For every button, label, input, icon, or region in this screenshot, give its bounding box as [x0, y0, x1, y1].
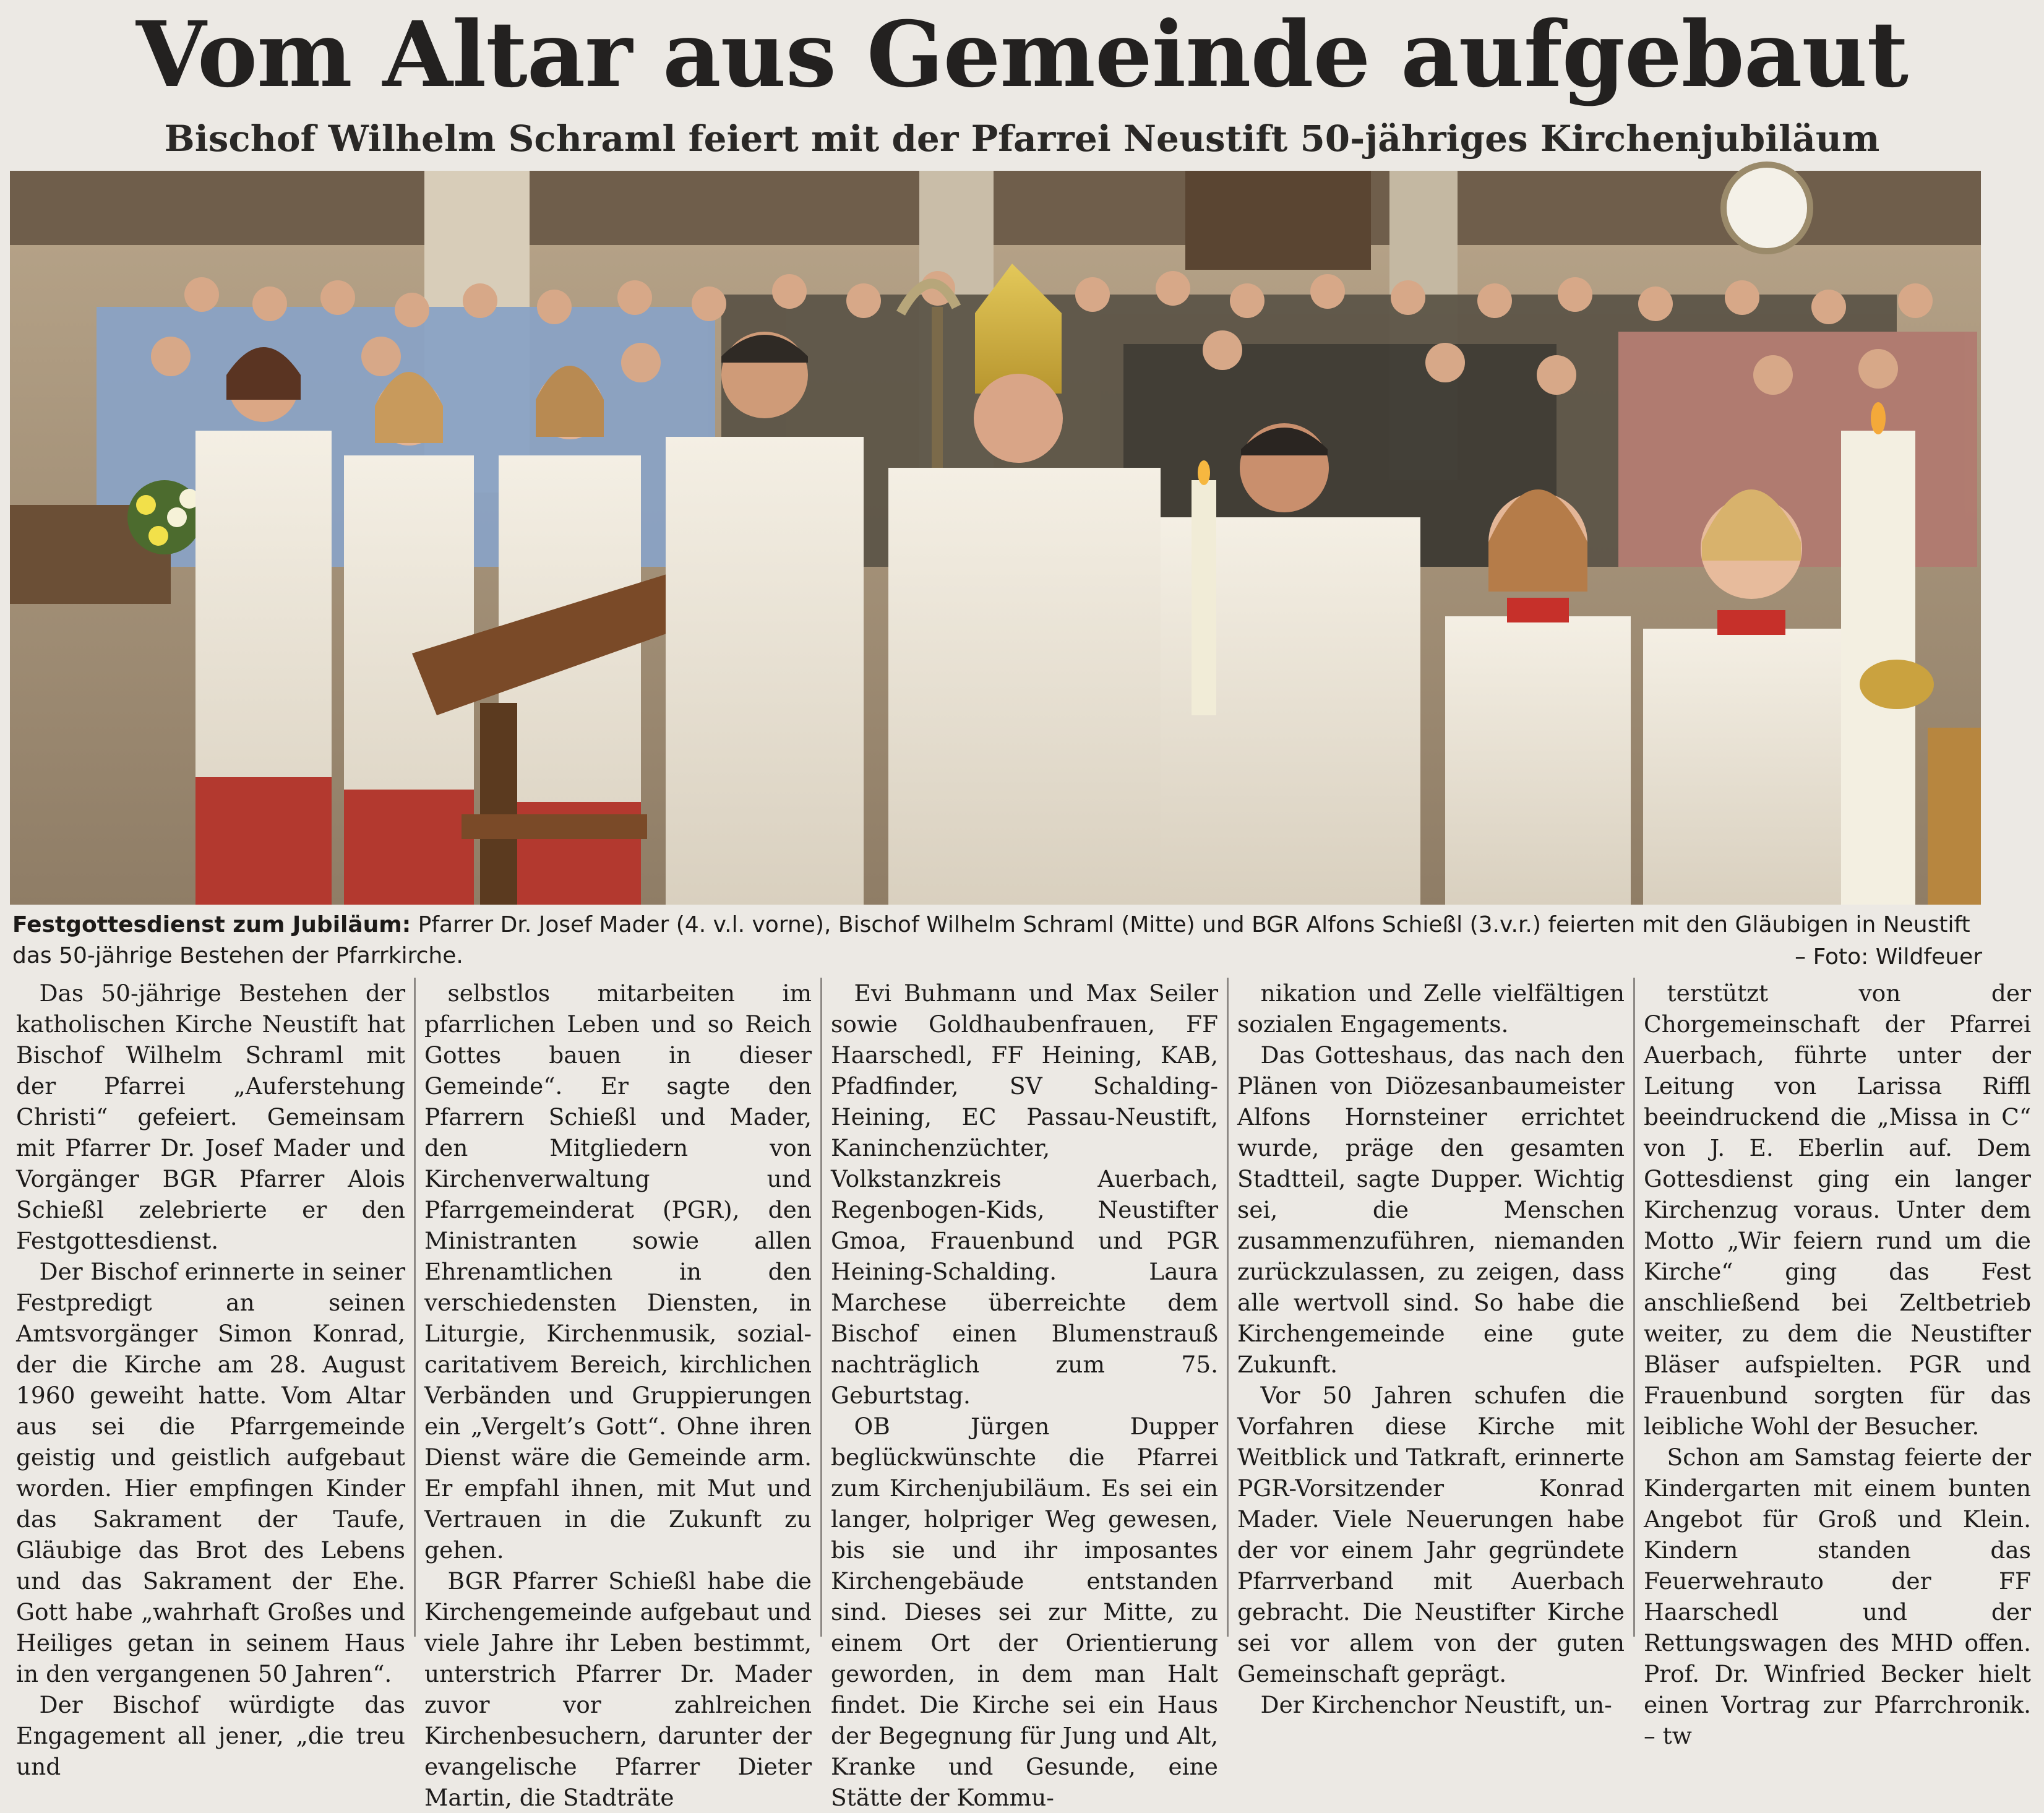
caption-lead: Festgottesdienst zum Jubiläum: [12, 912, 411, 937]
photo-caption [12, 910, 1981, 971]
article-headline: Vom Altar aus Gemeinde aufgebaut [135, 2, 1909, 108]
body-column-4 [1227, 978, 1633, 1718]
body-column-2 [414, 978, 820, 1811]
article-body [7, 978, 2039, 1811]
body-text-4: nikation und Zelle vielfältigen sozialen Engagements. Das Gotteshaus, das nach den Plänen von Diözesanbaumeister Alfons Hornsteiner errichtet wurde, präge den gesamten Stadtteil, sagte Dupper. Wichtig sei, die Menschen zusammenzuführen, niemanden zurückzulassen, zu zeigen, dass alle wertvoll sind. So habe die Kirchengemeinde eine gute Zukunft. Vor 50 Jahren schufen die Vorfahren diese Kirche mit Weitblick und Tatkraft, erinnerte PGR-Vorsitzender Konrad Mader. Viele Neuerungen habe der vor einem Jahr gegründete Pfarrverband mit Auerbach gebracht. Die Neustifter Kirche sei vor allem von der guten Gemeinschaft geprägt. Der Kirchenchor Neustift, un- [1237, 980, 1625, 1718]
church-service-photo [10, 171, 1981, 905]
article-subheadline: Bischof Wilhelm Schraml feiert mit der Pfarrei Neustift 50-jähriges Kirchenjubiläum [164, 118, 1880, 160]
body-text-5: terstützt von der Chorgemeinschaft der Pfarrei Auerbach, führte unter der Leitung von Larissa Riffl beeindruckend die „Missa in C“ von J. E. Eberlin auf. Dem Gottesdienst ging ein langer Kirchenzug voraus. Unter dem Motto „Wir feiern rund um die Kirche“ ging das Fest anschließend bei Zeltbetrieb weiter, zu dem die Neustifter Bläser aufspielten. PGR und Frauenbund sorgten für das leibliche Wohl der Besucher. Schon am Samstag feierte der Kindergarten mit einem bunten Angebot für Groß und Klein. Kindern standen das Feuerwehrauto der FF Haarschedl und der Rettungswagen des MHD offen. Prof. Dr. Winfried Becker hielt einen Vortrag zur Pfarrchronik. – tw [1644, 980, 2031, 1749]
body-text-1: Das 50-jährige Bestehen der katholischen Kirche Neustift hat Bischof Wilhelm Schraml mit der Pfarrei „Auferstehung Christi“ gefeiert. Gemeinsam mit Pfarrer Dr. Josef Mader und Vorgänger BGR Pfarrer Alois Schießl zelebrierte er den Festgottesdienst. Der Bischof erinnerte in seiner Festpredigt an seinen Amtsvorgänger Simon Konrad, der die Kirche am 28. August 1960 geweiht hatte. Vom Altar aus sei die Pfarrgemeinde geistig und geistlich aufgebaut worden. Hier empfingen Kinder das Sakrament der Taufe, Gläubige das Brot des Lebens und das Sakrament der Ehe. Gott habe „wahrhaft Großes und Heiliges getan in seinem Haus in den vergangenen 50 Jahren“. Der Bischof würdigte das Engagement all jener, „die treu und [16, 980, 405, 1780]
caption-text: Pfarrer Dr. Josef Mader (4. v.l. vorne), Bischof Wilhelm Schraml (Mitte) und BGR Alfons Schießl (3.v.r.) feierten mit den Gläubigen in Neustift das 50-jährige Bestehen der Pfarrkirche. [12, 912, 1970, 968]
body-column-1 [7, 978, 414, 1780]
body-column-5 [1633, 978, 2040, 1749]
photo-credit: – Foto: Wildfeuer [1795, 944, 1982, 970]
body-column-3 [820, 978, 1227, 1811]
body-text-3: Evi Buhmann und Max Seiler sowie Goldhaubenfrauen, FF Haarschedl, FF Heining, KAB, Pfadfinder, SV Schalding-Heining, EC Passau-Neustift, Kaninchenzüchter, Volkstanzkreis Auerbach, Regenbogen-Kids, Neustifter Gmoa, Frauenbund und PGR Heining-Schalding. Laura Marchese überreichte dem Bischof einen Blumenstrauß nachträglich zum 75. Geburtstag. OB Jürgen Dupper beglückwünschte die Pfarrei zum Kirchenjubiläum. Es sei ein langer, holpriger Weg gewesen, bis sie und ihr imposantes Kirchengebäude entstanden sind. Dieses sei zur Mitte, zu einem Ort der Orientierung geworden, in dem man Halt findet. Die Kirche sei ein Haus der Begegnung für Jung und Alt, Kranke und Gesunde, eine Stätte der Kommu- [831, 980, 1218, 1811]
body-text-2: selbstlos mitarbeiten im pfarrlichen Leben und so Reich Gottes bauen in dieser Gemeinde“. Er sagte den Pfarrern Schießl und Mader, den Mitgliedern von Kirchenverwaltung und Pfarrgemeinderat (PGR), den Ministranten sowie allen Ehrenamtlichen in den verschiedensten Diensten, in Liturgie, Kirchenmusik, sozial-caritativem Bereich, kirchlichen Verbänden und Gruppierungen ein „Vergelt’s Gott“. Ohne ihren Dienst wäre die Gemeinde arm. Er empfahl ihnen, mit Mut und Vertrauen in die Zukunft zu gehen. BGR Pfarrer Schießl habe die Kirchengemeinde aufgebaut und viele Jahre ihr Leben bestimmt, unterstrich Pfarrer Dr. Mader zuvor vor zahlreichen Kirchenbesuchern, darunter der evangelische Pfarrer Dieter Martin, die Stadträte [424, 980, 812, 1811]
